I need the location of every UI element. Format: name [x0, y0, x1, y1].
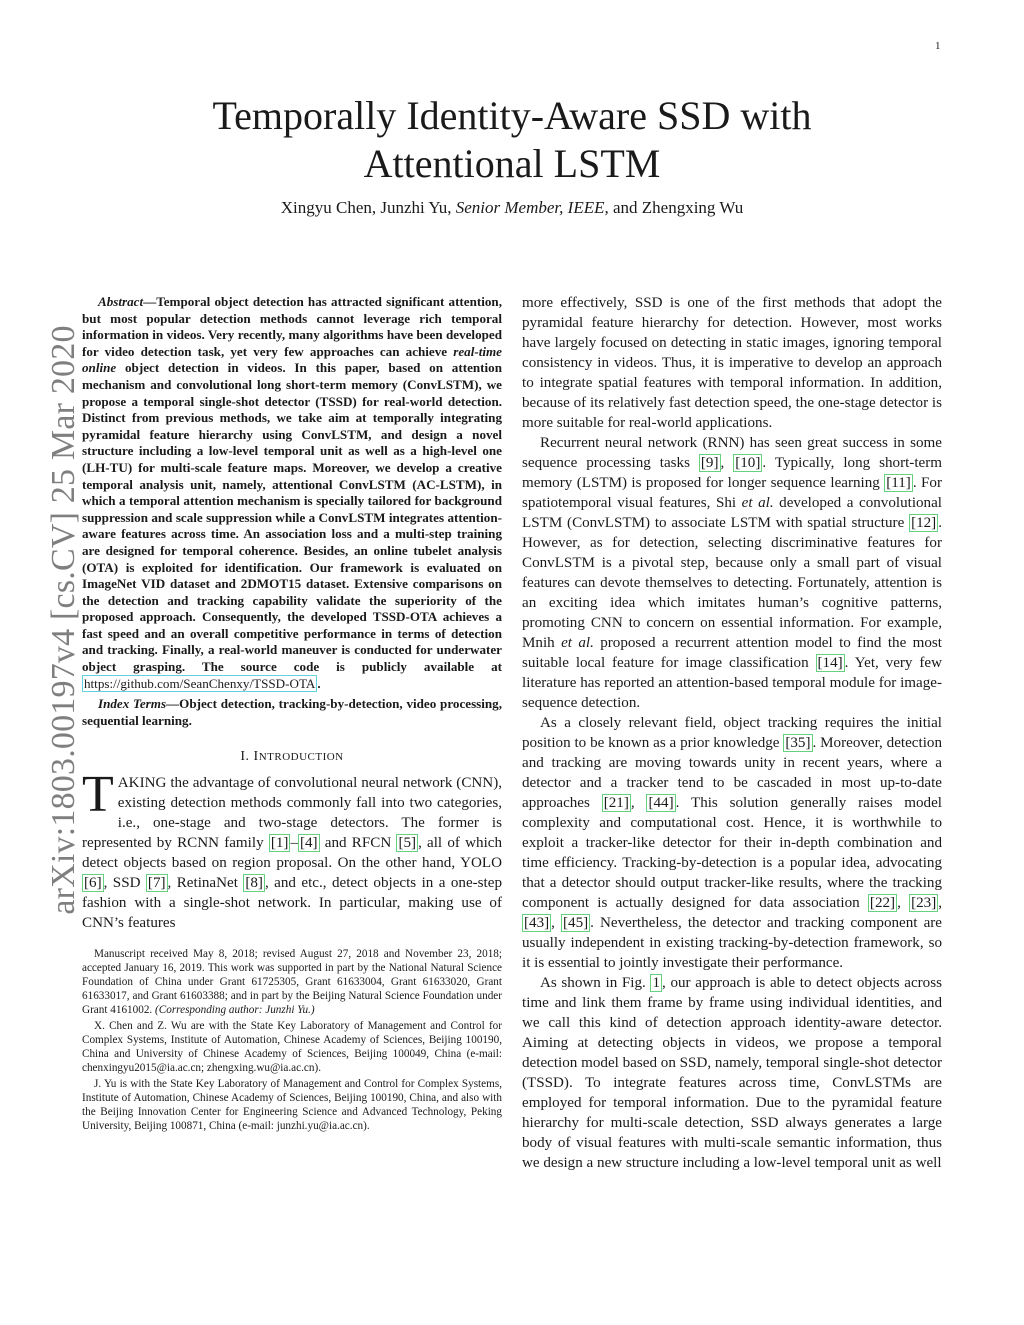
rp3-text-h: . Nevertheless, the detector and tracking component are usually independent in existing tracking-by-detection framework, so it is essential to jointly investigate their performance. [522, 915, 943, 971]
abstract-emphasis: real-time online [82, 343, 502, 376]
abstract [82, 294, 502, 692]
arxiv-identifier: arXiv:1803.00197v4 [cs.CV] 25 Mar 2020 [45, 325, 82, 915]
citation-45[interactable]: [45] [563, 915, 589, 931]
rp2-text-g: proposed a recurrent attention model to find the most suitable local feature for image classification [522, 635, 942, 671]
page-number: 1 [935, 40, 941, 52]
authors-role: Senior Member, IEEE, [455, 198, 609, 217]
intro-text-d: , SSD [103, 875, 146, 892]
citation-35[interactable]: [35] [785, 735, 811, 751]
citation-43[interactable]: [43] [524, 915, 550, 931]
footnote-affiliation-1: X. Chen and Z. Wu are with the State Key Laboratory of Management and Control for Complex Systems, Institute of Automation, Chinese Academy of Sciences, Beijing 100190, China and University of Chinese Academy of Sciences, Beijing 100049, China (e-mail: chenxingyu2015@ia.ac.cn; zhengxing.wu@ia.ac.cn). [82, 1020, 502, 1075]
citation-11[interactable]: [11] [886, 475, 911, 491]
index-terms-label: Index Terms [98, 696, 167, 712]
rp3-text-b: . Moreover, detection and tracking are moving towards unity in recent years, where a detector and a tracker tend to be cascaded in most up-to-date approaches [522, 735, 942, 811]
citation-6[interactable]: [6] [84, 875, 102, 892]
citation-23[interactable]: [23] [911, 895, 937, 911]
rp2-text-c: . Typically, long short-term memory (LSTM) is proposed for longer sequence learning [522, 455, 942, 491]
intro-dash: – [290, 835, 298, 852]
left-column [82, 294, 502, 1135]
rp2-text-d: . For spatiotemporal visual features, Shi [522, 475, 942, 511]
rp2-text-b: , [720, 455, 734, 471]
section-heading-smallcaps: NTRODUCTION [258, 751, 344, 764]
right-paragraph-1: more effectively, SSD is one of the first methods that adopt the pyramidal feature hierarchy for detection. However, most works have largely focused on detecting in static images, ignoring temporal consistency in videos. Thus, it is imperative to develop an approach to integrate spatial features with temporal information. In addition, because of its relatively fast detection speed, the one-stage detector is more suitable for real-world applications. [522, 295, 942, 431]
citation-10[interactable]: [10] [735, 455, 761, 471]
index-terms-text: Object detection, tracking-by-detection, video processing, sequential learning. [82, 696, 503, 728]
rp2-etal-1: et al. [741, 495, 774, 511]
paper-title [112, 92, 912, 188]
intro-text-a: AKING the advantage of convolutional neural network (CNN), existing detection methods commonly fall into two categories, i.e., one-stage and two-stage detectors. The former is represented by RCNN family [82, 775, 502, 852]
footnote-manuscript [82, 947, 502, 1017]
index-terms [82, 696, 502, 729]
intro-text-e: , RetinaNet [167, 875, 244, 892]
footnote-manuscript-text: Manuscript received May 8, 2018; revised August 27, 2018 and November 23, 2018; accepted January 16, 2019. This work was supported in part by the National Natural Science Foundation of China under Grant 61725305, Grant 61633004, Grant 61633020, Grant 61633017, and Grant 61603388; and in part by the Beijing Natural Science Foundation under Grant 4161002. [82, 948, 502, 1017]
title-line-2: Attentional LSTM [363, 141, 661, 186]
source-code-link[interactable]: https://github.com/SeanChenxy/TSSD-OTA [84, 675, 316, 691]
intro-text-f: , and etc., detect objects in a one-step fashion with a single-shot network. In particular, making use of CNN’s features [82, 875, 503, 932]
citation-8[interactable]: [8] [245, 875, 263, 892]
citation-22[interactable]: [22] [869, 895, 896, 911]
drop-cap: T [82, 766, 114, 824]
abstract-text-2: object detection in videos. In this paper, based on attention mechanism and convolutional long short-term memory (ConvLSTM), we propose a temporal single-shot detector (TSSD) for real-world detection. Distinct from previous methods, we take aim at temporally integrating pyramidal feature hierarchy using ConvLSTM, and design a novel structure including a low-level temporal unit as well as a high-level one (LH-TU) for multi-scale feature maps. Moreover, we develop a creative temporal analysis unit, namely, attentional ConvLSTM (AC-LSTM), in which a temporal attention mechanism is specially tailored for background suppression and scale suppression while a ConvLSTM integrates attention-aware features across time. An association loss and a multi-step training are designed for temporal coherence. Besides, an online tubelet analysis (OTA) is exploited for identification. Our framework is evaluated on ImageNet VID dataset and 2DMOT15 dataset. Extensive comparisons on the detection and tracking capability validate the superiority of the proposed approach. Consequently, the developed TSSD-OTA achieves a fast speed and an overall competitive performance in terms of detection and tracking. Finally, a real-world maneuver is conducted for underwater object grasping. The source code is publicly available at [82, 360, 502, 675]
citation-4[interactable]: [4] [299, 835, 318, 852]
corresponding-author: (Corresponding author: Junzhi Yu.) [155, 1004, 315, 1017]
rp3-text-a: As a closely relevant field, object tracking requires the initial position to be known as a prior knowledge [522, 715, 942, 751]
footnotes [82, 947, 502, 1133]
author-list [112, 198, 912, 218]
index-terms-dash: — [166, 696, 180, 712]
intro-paragraph [82, 766, 503, 933]
abstract-label: Abstract [98, 294, 144, 309]
authors-names-2: and Zhengxing Wu [608, 198, 744, 217]
citation-5[interactable]: [5] [398, 835, 417, 852]
figure-1-link[interactable]: 1 [652, 975, 661, 991]
rp2-etal-2: et al. [561, 635, 594, 651]
citation-1[interactable]: [1] [270, 835, 289, 852]
rp4-text-b: , our approach is able to detect objects across time and link them frame by frame using individual identities, and we call this kind of detection approach identity-aware detector. Aiming at detecting objects in videos, we propose a temporal detection model based on SSD, namely, temporal single-shot detector (TSSD). To integrate features across time, ConvLSTMs are employed for temporal information. Due to the pyramidal feature hierarchy for multi-scale detection, SSD always generates a large body of visual features with multi-scale semantic information, thus we design a new structure including a low-level temporal unit as well [522, 975, 942, 1171]
citation-7[interactable]: [7] [147, 875, 166, 892]
rp2-text-h: . Yet, very few literature has reported an attention-based temporal module for image-sequence detection. [522, 655, 942, 711]
rp3-text-d: . This solution generally raises model complexity and computational cost. Hence, it is worthwhile to exploit a tracker-like detector for their in-depth combination and time efficiency. Tracking-by-detection is a popular idea, advocating that a detector should output tracker-like results, where the tracking component is actually designed for data association [522, 795, 942, 911]
rp2-text-a: Recurrent neural network (RNN) has seen great success in some sequence processing tasks [522, 435, 942, 471]
abstract-end: . [317, 675, 321, 691]
authors-names-1: Xingyu Chen, Junzhi Yu, [280, 198, 456, 217]
rp4-text-a: As shown in Fig. [540, 975, 651, 991]
abstract-dash: — [143, 294, 157, 309]
rp3-text-f: , [938, 895, 943, 911]
abstract-text-1: Temporal object detection has attracted significant attention, but most popular detection methods cannot leverage rich temporal information in videos. Very recently, many algorithms have been developed for video detection task, yet very few approaches can achieve [82, 294, 502, 359]
rp2-text-e: developed a convolutional LSTM (ConvLSTM) to associate LSTM with spatial structure [522, 495, 942, 531]
citation-14[interactable]: [14] [817, 655, 843, 671]
intro-text-c: , all of which detect objects based on region proposal. On the other hand, YOLO [82, 835, 503, 872]
citation-21[interactable]: [21] [603, 795, 629, 811]
section-heading [82, 749, 502, 765]
intro-text-b: and RFCN [319, 835, 397, 852]
footnote-affiliation-2: J. Yu is with the State Key Laboratory of Management and Control for Complex Systems, Institute of Automation, Chinese Academy of Sciences, Beijing 100190, China, and also with the Beijing Innovation Center for Engineering Science and Advanced Technology, Peking University, Beijing 100871, China (e-mail: junzhi.yu@ia.ac.cn). [82, 1078, 502, 1133]
right-column [522, 293, 942, 1173]
rp2-text-f: . However, as for detection, selecting discriminative features for ConvLSTM is a pivotal step, because only a small part of visual features can devote themselves to detecting. Fortunately, attention is an exciting idea which imitates human’s cognitive patterns, promoting CNN to concern on essential information. For example, Mnih [522, 515, 942, 651]
citation-9[interactable]: [9] [700, 455, 719, 471]
rp3-text-c: , [630, 795, 647, 811]
right-paragraph-2 [522, 433, 942, 713]
section-heading-main: I. I [240, 749, 259, 765]
title-line-1: Temporally Identity-Aware SSD with [212, 93, 812, 138]
right-paragraph-3 [522, 713, 942, 973]
citation-44[interactable]: [44] [648, 795, 674, 811]
rp3-text-e: , [897, 895, 910, 911]
right-paragraph-4 [522, 973, 942, 1173]
citation-12[interactable]: [12] [911, 515, 937, 531]
rp3-text-g: , [551, 915, 562, 931]
